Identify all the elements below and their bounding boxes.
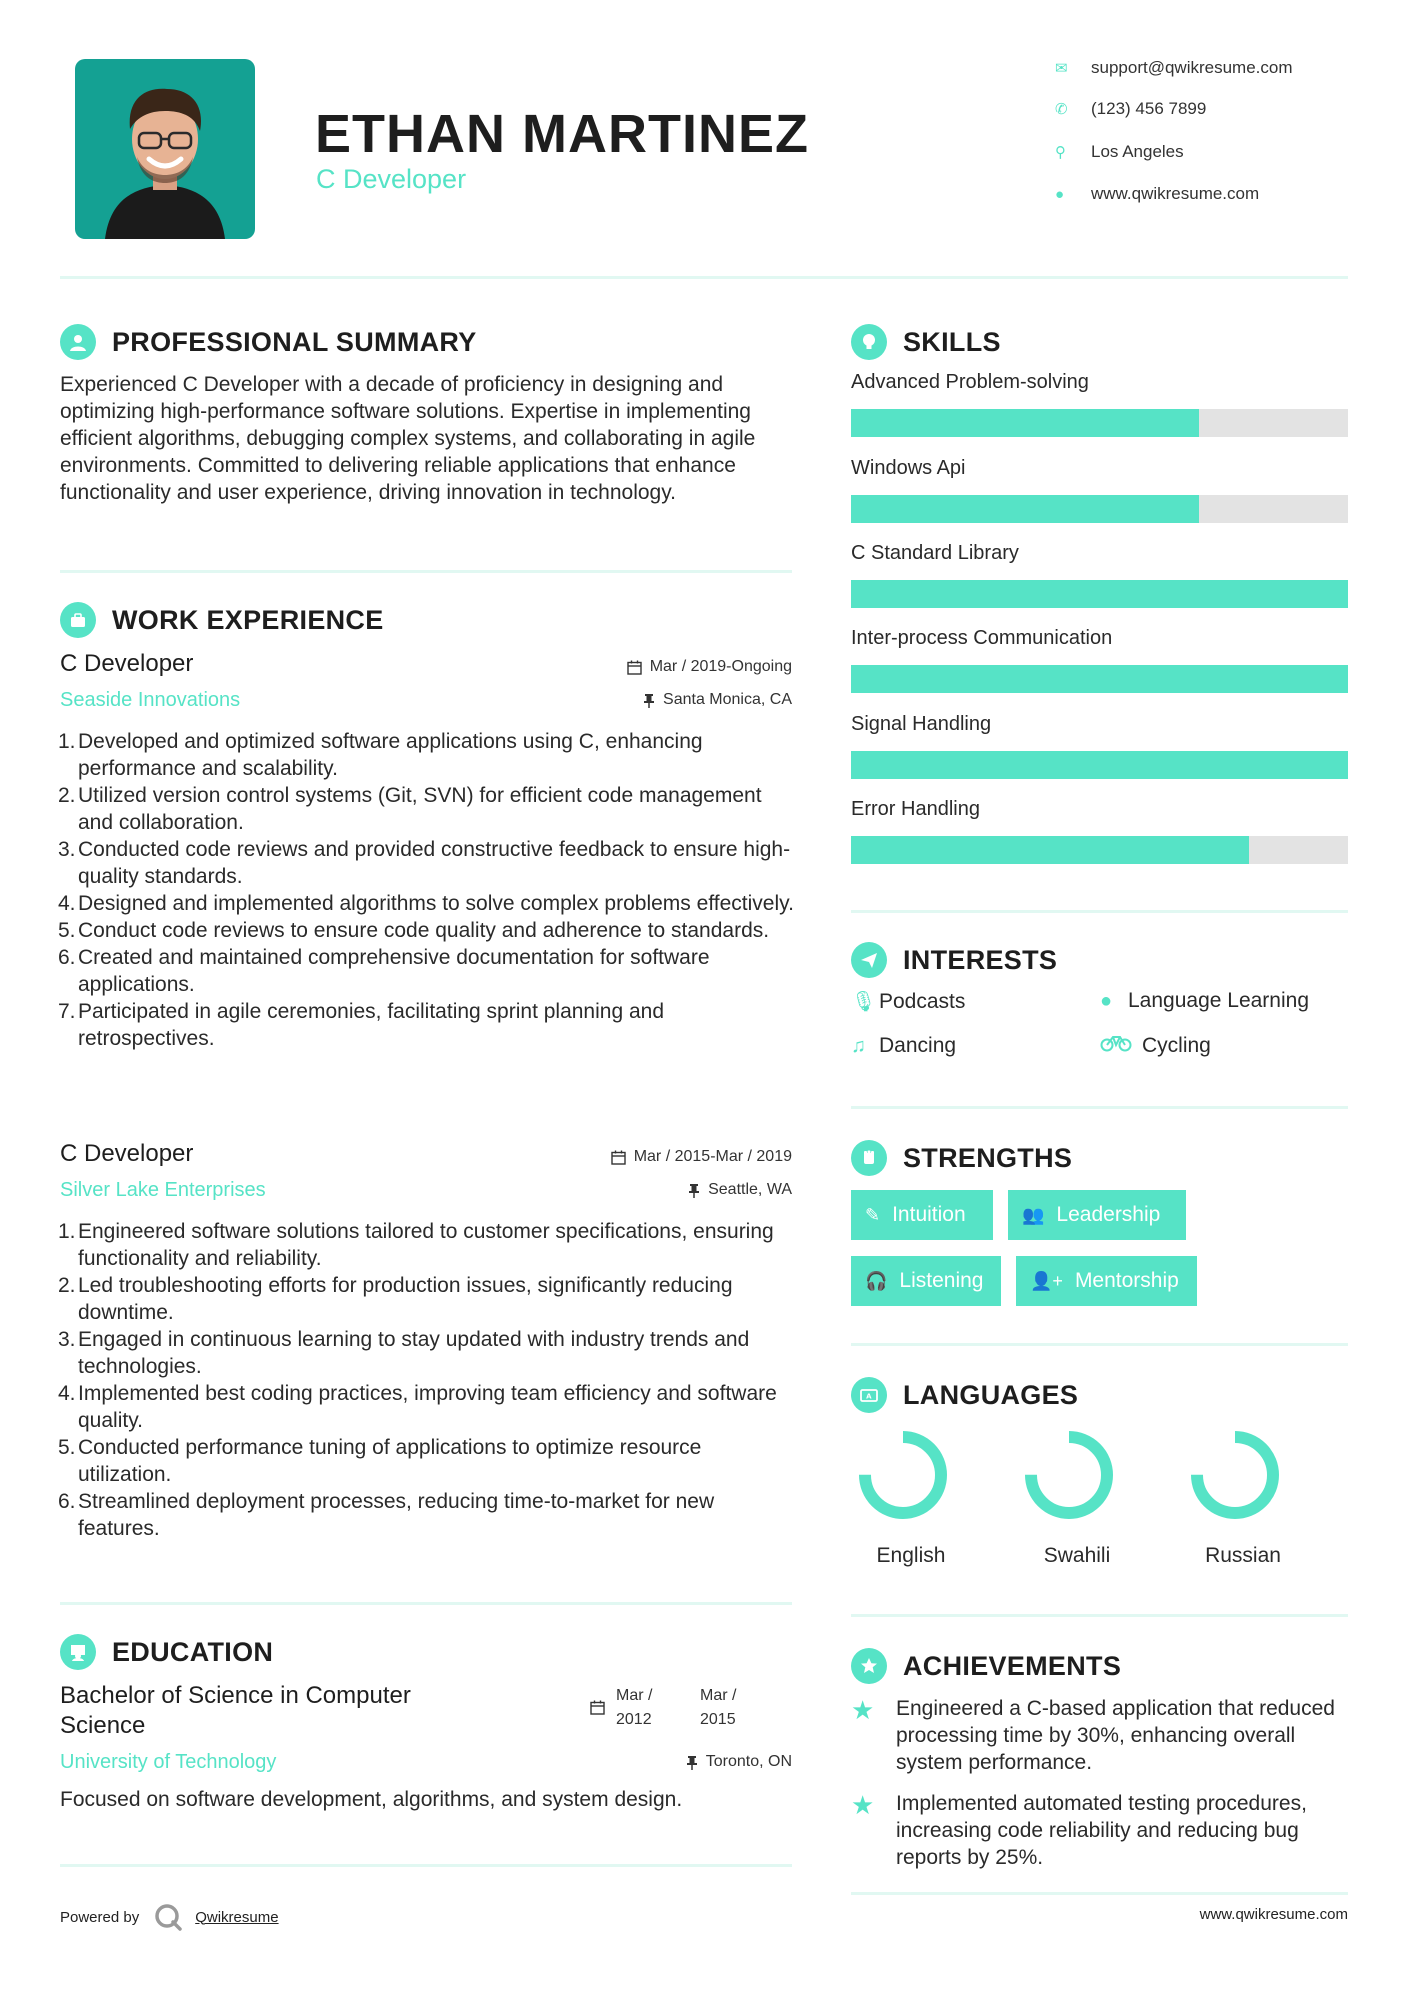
users-icon: 👥 — [1022, 1204, 1045, 1225]
graduation-icon — [60, 1634, 96, 1670]
list-item: 6. Created and maintained comprehensive documentation for software applications. — [58, 946, 710, 996]
interest-dancing: ♫ Dancing — [851, 1034, 957, 1057]
skill-bar — [851, 665, 1348, 693]
list-item: 1. Engineered software solutions tailored to customer specifications, ensuring functionality and reliability. — [58, 1220, 774, 1270]
strengths-heading — [851, 1140, 1072, 1176]
job-2-date — [450, 1148, 792, 1166]
language-card-icon — [851, 1377, 887, 1413]
achievements-heading — [851, 1648, 1121, 1684]
education-end: Mar / 2015 — [700, 1687, 737, 1728]
header-divider — [60, 276, 1348, 279]
skill-bar — [851, 580, 1348, 608]
skill-label: C Standard Library — [851, 542, 1019, 564]
language-ring — [853, 1425, 953, 1525]
svg-text:A: A — [866, 1392, 872, 1401]
footer-url[interactable]: www.qwikresume.com — [1199, 1906, 1348, 1923]
education-start: Mar / 2012 — [616, 1687, 653, 1728]
calendar-icon — [627, 660, 642, 675]
list-item: 4. Designed and implemented algorithms to solve complex problems effectively. — [58, 892, 794, 915]
job-2-title: C Developer — [60, 1140, 194, 1167]
contact-email-text: support@qwikresume.com — [1091, 58, 1293, 77]
job-1-title: C Developer — [60, 650, 194, 677]
contact-website-text: www.qwikresume.com — [1091, 184, 1260, 203]
pin-icon — [686, 1755, 698, 1770]
education-location — [450, 1753, 792, 1771]
strengths-divider — [851, 1343, 1348, 1346]
briefcase-icon — [60, 602, 96, 638]
skills-divider — [851, 910, 1348, 913]
language-ring — [1185, 1425, 1285, 1525]
language-name: Swahili — [1043, 1544, 1111, 1567]
user-icon — [60, 324, 96, 360]
lightbulb-icon — [851, 324, 887, 360]
job-1-date-text: Mar / 2019-Ongoing — [649, 658, 792, 675]
list-item: 3. Conducted code reviews and provided constructive feedback to ensure high-quality standards. — [58, 838, 791, 888]
job-2-location — [450, 1181, 792, 1199]
language-name: Russian — [1205, 1544, 1281, 1567]
strengths-title: STRENGTHS — [903, 1142, 1073, 1173]
summary-title: PROFESSIONAL SUMMARY — [112, 326, 477, 357]
star-icon: ★ — [851, 1790, 875, 1820]
education-divider — [60, 1864, 792, 1867]
achievement-item: ★ Implemented automated testing procedures, increasing code reliability and reducing bug reports by 25%. — [851, 1790, 1307, 1869]
summary-text: Experienced C Developer with a decade of proficiency in designing and optimizing high-performance software solutions. Expertise in implementing efficient algorithms, debugging complex systems, and collaborating in agile environments. Committed to delivering reliable applications that enhance functionality and user experience, driving innovation in technology. — [60, 373, 756, 504]
interests-title: INTERESTS — [903, 944, 1058, 975]
skills-title: SKILLS — [903, 326, 1001, 357]
summary-heading — [60, 324, 477, 360]
skill-label: Windows Api — [851, 457, 966, 479]
contact-location-text: Los Angeles — [1091, 142, 1184, 161]
globe-icon: ● — [1100, 989, 1113, 1012]
globe-icon: ● — [1055, 185, 1065, 203]
job-1-date — [450, 658, 792, 676]
skill-label: Error Handling — [851, 798, 980, 820]
mail-icon: ✉ — [1055, 60, 1068, 77]
strength-mentorship: 👤+ Mentorship — [1016, 1256, 1197, 1306]
skill-label: Inter-process Communication — [851, 627, 1113, 649]
profile-photo — [75, 59, 255, 239]
list-item: 7. Participated in agile ceremonies, facilitating sprint planning and retrospectives. — [58, 1000, 665, 1050]
skill-bar — [851, 751, 1348, 779]
summary-divider — [60, 570, 792, 573]
list-item: 4. Implemented best coding practices, improving team efficiency and software quality. — [58, 1382, 777, 1432]
list-item: 2. Led troubleshooting efforts for production issues, significantly reducing downtime. — [58, 1274, 733, 1324]
calendar-icon — [590, 1700, 605, 1720]
contact-location — [1055, 142, 1375, 162]
job-1-location-text: Santa Monica, CA — [663, 691, 792, 708]
languages-title: LANGUAGES — [903, 1379, 1079, 1410]
education-heading — [60, 1634, 273, 1670]
music-icon: ♫ — [851, 1034, 866, 1057]
achievements-title: ACHIEVEMENTS — [903, 1650, 1122, 1681]
skill-bar — [851, 836, 1348, 864]
qwikresume-logo-icon — [153, 1902, 183, 1932]
skill-bar-fill — [851, 836, 1249, 864]
interests-divider — [851, 1106, 1348, 1109]
contact-website[interactable] — [1055, 184, 1375, 204]
job-1-company: Seaside Innovations — [60, 689, 241, 711]
interest-podcasts: 🎙 Podcasts — [851, 989, 966, 1013]
job-2-bullets — [60, 1218, 800, 1542]
brand-link[interactable]: Qwikresume — [195, 1908, 279, 1926]
education-title: EDUCATION — [112, 1636, 274, 1667]
achievement-item: ★ Engineered a C-based application that reduced processing time by 30%, enhancing overall system performance. — [851, 1695, 1335, 1774]
work-divider — [60, 1602, 792, 1605]
star-badge-icon — [851, 1648, 887, 1684]
list-item: 3. Engaged in continuous learning to stay updated with industry trends and technologies. — [58, 1328, 750, 1378]
skill-bar-fill — [851, 409, 1199, 437]
skill-bar — [851, 495, 1348, 523]
bicycle-icon — [1100, 1034, 1142, 1058]
language-ring — [1019, 1425, 1119, 1525]
interests-heading — [851, 942, 1057, 978]
interest-cycling: Cycling — [1100, 1034, 1211, 1058]
pin-icon — [688, 1183, 700, 1198]
skill-bar-fill — [851, 751, 1348, 779]
job-2-company: Silver Lake Enterprises — [60, 1179, 266, 1201]
calendar-icon — [611, 1150, 626, 1165]
list-item: 2. Utilized version control systems (Git, SVN) for efficient code management and collaboration. — [58, 784, 762, 834]
contact-email[interactable] — [1055, 58, 1375, 78]
job-1-bullets — [60, 728, 800, 1052]
languages-heading — [851, 1377, 1078, 1413]
candidate-name: ETHAN MARTINEZ — [315, 104, 809, 164]
list-item: 1. Developed and optimized software applications using C, enhancing performance and scalability. — [58, 730, 703, 780]
skill-bar-fill — [851, 495, 1199, 523]
headphones-icon: 🎧 — [865, 1270, 888, 1291]
skill-bar-fill — [851, 665, 1348, 693]
user-plus-icon: 👤+ — [1030, 1270, 1063, 1291]
education-description: Focused on software development, algorithms, and system design. — [60, 1788, 683, 1811]
list-item: 5. Conducted performance tuning of applications to optimize resource utilization. — [58, 1436, 702, 1486]
candidate-role: C Developer — [316, 164, 467, 194]
degree-title: Bachelor of Science in Computer Science — [60, 1682, 411, 1739]
paper-plane-icon — [851, 942, 887, 978]
achievements-divider — [851, 1892, 1348, 1895]
strength-listening: 🎧 Listening — [851, 1256, 1001, 1306]
location-icon: ⚲ — [1055, 144, 1066, 161]
strength-intuition: ✎ Intuition — [851, 1190, 993, 1240]
strength-leadership: 👥 Leadership — [1008, 1190, 1186, 1240]
magic-wand-icon: ✎ — [865, 1204, 881, 1225]
phone-icon: ✆ — [1055, 101, 1068, 118]
contact-phone-text: (123) 456 7899 — [1091, 99, 1207, 118]
microphone-icon: 🎙 — [851, 991, 877, 1013]
star-icon: ★ — [851, 1695, 875, 1725]
contact-phone[interactable] — [1055, 99, 1375, 119]
languages-divider — [851, 1614, 1348, 1617]
job-2-location-text: Seattle, WA — [708, 1181, 792, 1198]
job-2-date-text: Mar / 2015-Mar / 2019 — [633, 1148, 792, 1165]
skill-bar — [851, 409, 1348, 437]
skills-heading — [851, 324, 1001, 360]
language-name: English — [876, 1544, 946, 1567]
education-location-text: Toronto, ON — [705, 1753, 792, 1770]
skill-label: Signal Handling — [851, 713, 992, 735]
pin-icon — [643, 693, 655, 708]
school-name: University of Technology — [60, 1751, 277, 1773]
list-item: 6. Streamlined deployment processes, reducing time-to-market for new features. — [58, 1490, 715, 1540]
avatar-illustration — [75, 59, 255, 239]
work-heading — [60, 602, 384, 638]
interest-language-learning: ● Language Learning — [1100, 989, 1310, 1012]
job-1-location — [450, 691, 792, 709]
footer-powered-by: Powered by Qwikresume — [60, 1902, 279, 1932]
skill-label: Advanced Problem-solving — [851, 371, 1089, 393]
fist-icon — [851, 1140, 887, 1176]
skill-bar-fill — [851, 580, 1348, 608]
work-title: WORK EXPERIENCE — [112, 604, 384, 635]
list-item: 5. Conduct code reviews to ensure code quality and adherence to standards. — [58, 919, 770, 942]
